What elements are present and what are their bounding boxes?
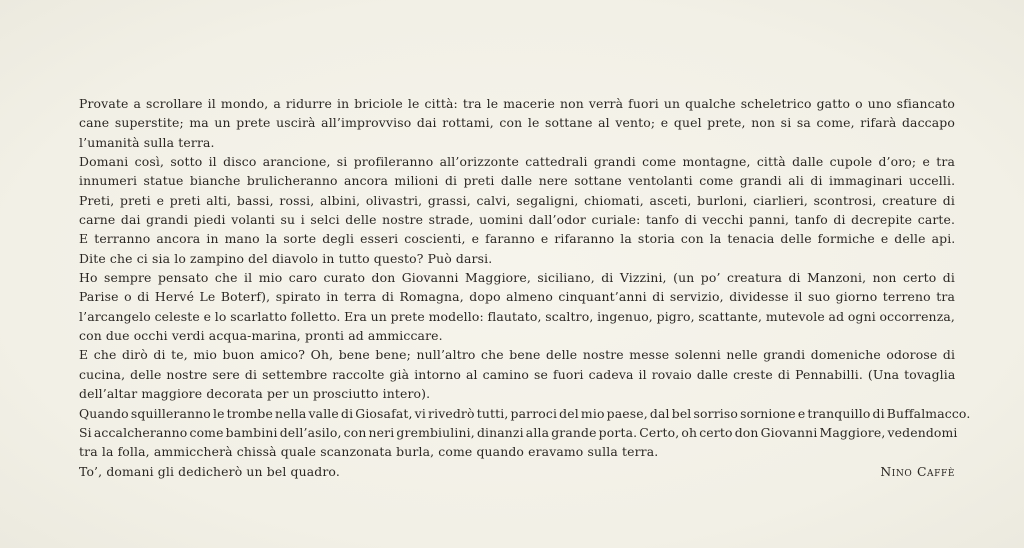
text-line-8: E terranno ancora in mano la sorte degli esseri coscienti, e faranno e rifaranno la storia con la tenacia delle formiche e delle api.	[79, 231, 956, 247]
text-line-13: con due occhi verdi acqua-marina, pronti ad ammiccare.	[79, 328, 443, 344]
text-line-9: Dite che ci sia lo zampino del diavolo in tutto questo? Può darsi.	[79, 250, 493, 266]
text-line-3: l’umanità sulla terra.	[79, 134, 215, 150]
text-line-5: innumeri statue bianche brulicheranno ancora milioni di preti dalle nere sottane ventolanti come grandi ali di immaginari uccelli.	[79, 173, 956, 189]
text-line-14: E che dirò di te, mio buon amico? Oh, bene bene; null’altro che bene delle nostre messe solenni nelle grandi domeniche odorose di	[79, 347, 956, 363]
prose-text	[79, 94, 971, 481]
text-line-12: l’arcangelo celeste e lo scarlatto folletto. Era un prete modello: flautato, scaltro, ingenuo, pigro, scattante, mutevole ad ogni occorrenza,	[79, 308, 955, 324]
text-line-7: carne dai grandi piedi volanti su i selci delle nostre strade, uomini dall’odor curiale: tanfo di vecchi panni, tanfo di decrepite carte.	[79, 212, 956, 228]
text-line-1: Provate a scrollare il mondo, a ridurre in briciole le città: tra le macerie non verrà fuori un qualche scheletrico gatto o uno sfiancato	[79, 96, 955, 111]
text-line-4: Domani così, sotto il disco arancione, si profileranno all’orizzonte cattedrali grandi come montagne, città dalle cupole d’oro; e tra	[79, 154, 955, 170]
text-line-19: tra la folla, ammiccherà chissà quale scanzonata burla, come quando eravamo sulla terra.	[79, 444, 659, 460]
text-line-15: cucina, delle nostre sere di settembre raccolte già intorno al camino se fuori cadeva il rovaio dalle creste di Pennabilli. (Una tovaglia	[79, 366, 956, 382]
closing-line: To’, domani gli dedicherò un bel quadro.	[79, 463, 340, 479]
text-line-17: Quando squilleranno le trombe nella valle di Giosafat, vi rivedrò tutti, parroci del mio paese, dal bel sorriso sornione e tranquillo di Buffalmacco.	[79, 405, 971, 421]
closing-row	[79, 462, 955, 481]
text-line-10: Ho sempre pensato che il mio caro curato don Giovanni Maggiore, siciliano, di Vizzini, (un po’ creatura di Manzoni, non certo di	[79, 270, 955, 286]
text-line-6: Preti, preti e preti alti, bassi, rossi, albini, olivastri, grassi, calvi, segaligni, chiomati, asceti, burloni, ciarlieri, scontrosi, creature di	[79, 192, 955, 208]
text-line-18: Si accalcheranno come bambini dell’asilo, con neri grembiulini, dinanzi alla grande porta. Certo, oh certo don Giovanni Maggiore, vedendomi	[79, 424, 958, 440]
text-line-2: cane superstite; ma un prete uscirà all’improvviso dai rottami, con le sottane al vento; e quel prete, non si sa come, rifarà daccapo	[79, 115, 955, 131]
text-line-11: Parise o di Hervé Le Boterf), spirato in terra di Romagna, dopo almeno cinquant’anni di servizio, dividesse il suo giorno terreno tra	[79, 289, 955, 305]
author-signature: Nino Caffè	[880, 463, 955, 479]
text-line-16: dell’altar maggiore decorata per un prosciutto intero).	[79, 386, 431, 402]
